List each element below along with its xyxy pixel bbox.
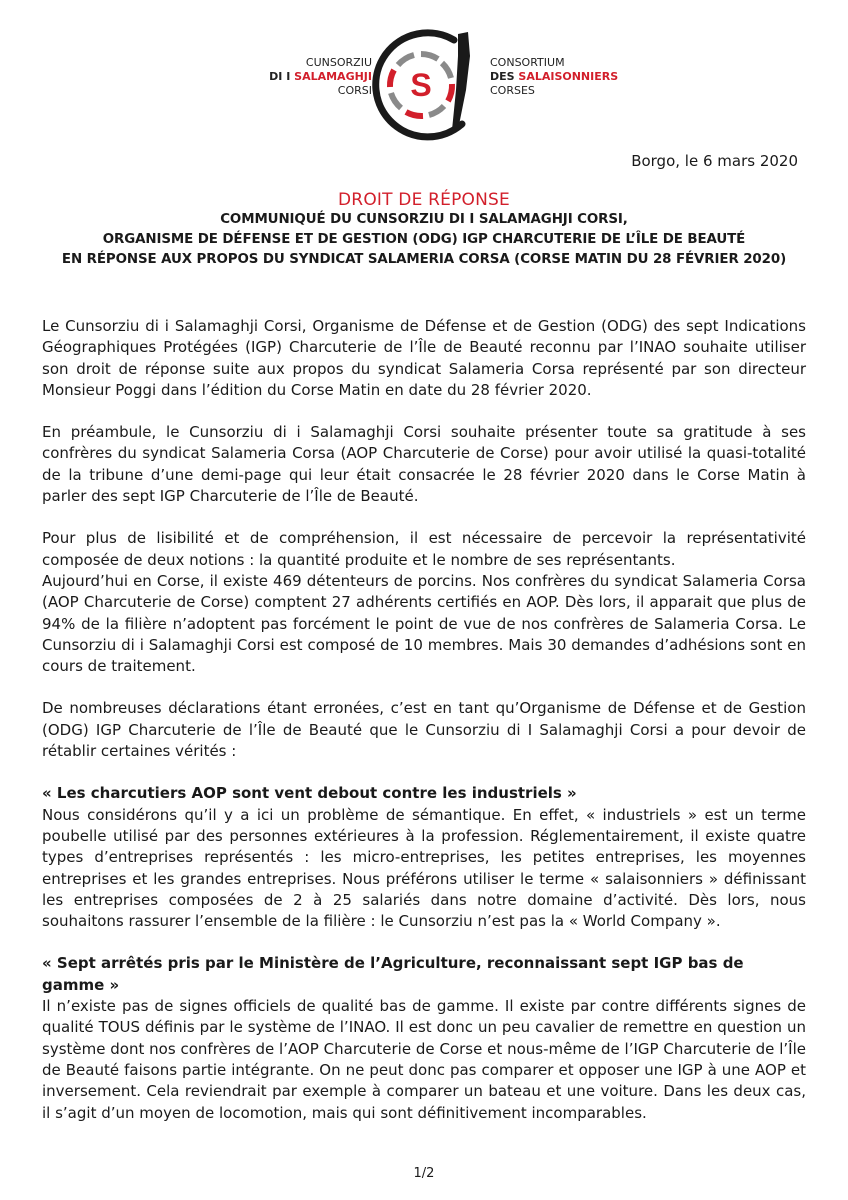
logo-right-line1: CONSORTIUM <box>490 56 565 69</box>
logo-text-corsican <box>262 56 372 98</box>
paragraph-representativeness-b: Aujourd’hui en Corse, il existe 469 détenteurs de porcins. Nos confrères du syndicat Salameria Corsa (AOP Charcuterie de Corse) comptent 27 adhérents certifiés en AOP. Dès lors, il apparait que plus de 94% de la filière n’adoptent pas forcément le point de vue de nos confrères de Salameria Corsa. Le Cunsorziu di i Salamaghji Corsi est composé de 10 membres. Mais 30 demandes d’adhésions sont en cours de traitement. <box>42 571 806 676</box>
subtitle-line-3: EN RÉPONSE AUX PROPOS DU SYNDICAT SALAMERIA CORSA (CORSE MATIN DU 28 FÉVRIER 2020) <box>61 252 787 267</box>
logo-left-line2-a: DI I <box>269 70 295 83</box>
document-date: Borgo, le 6 mars 2020 <box>631 152 798 170</box>
paragraph-quality-signs: Il n’existe pas de signes officiels de qualité bas de gamme. Il existe par contre différents signes de qualité TOUS définis par le système de l’INAO. Il est donc un peu cavalier de remettre en question un système dont nos confrères de l’AOP Charcuterie de Corse et nous-même de l’IGP Charcuterie de l’Île de Beauté faisons partie intégrante. On ne peut donc pas comparer et opposer une IGP à une AOP et inversement. Cela reviendrait par exemple à comparer un bateau et une voiture. Dans les deux cas, il s’agit d’un moyen de locomotion, mais qui sont définitivement incomparables. <box>42 997 806 1122</box>
letterhead <box>0 26 848 146</box>
logo-right-line2 <box>490 70 630 84</box>
subtitle-line-2: ORGANISME DE DÉFENSE ET DE GESTION (ODG) IGP CHARCUTERIE DE L’ÎLE DE BEAUTÉ <box>102 232 746 247</box>
logo-left-line2 <box>262 70 372 84</box>
logo-left-line2-b: SALAMAGHJI <box>294 70 372 83</box>
paragraph-semantics: Nous considérons qu’il y a ici un problème de sémantique. En effet, « industriels » est un terme poubelle utilisé par des personnes extérieures à la profession. Réglementairement, il existe quatre types d’entreprises représentés : les micro-entreprises, les petites entreprises, les moyennes entreprises et les grandes entreprises. Nous préférons utiliser le terme « salaisonniers » définissant les entreprises composées de 2 à 25 salariés dans notre domaine d’activité. Dès lors, nous souhaitons rassurer l’ensemble de la filière : le Cunsorziu n’est pas la « World Company ». <box>42 805 806 931</box>
consortium-logo-icon <box>358 26 484 146</box>
logo-right-line2-a: DES <box>490 70 519 83</box>
paragraph-declarations: De nombreuses déclarations étant erronées, c’est en tant qu’Organisme de Défense et de Gestion (ODG) IGP Charcuterie de l’Île de Beauté que le Cunsorziu di I Salamaghji Corsi a pour devoir de rétablir certaines vérités : <box>42 699 806 761</box>
paragraph-representativeness <box>42 528 806 677</box>
document-body <box>42 316 806 1145</box>
knife-icon <box>452 32 470 130</box>
logo-right-line2-b: SALAISONNIERS <box>518 70 619 83</box>
paragraph-intro: Le Cunsorziu di i Salamaghji Corsi, Organisme de Défense et de Gestion (ODG) des sept Indications Géographiques Protégées (IGP) Charcuterie de l’Île de Beauté reconnu par l’INAO souhaite utiliser son droit de réponse suite aux propos du syndicat Salameria Corsa représenté par son directeur Monsieur Poggi dans l’édition du Corse Matin en date du 28 février 2020. <box>42 317 806 399</box>
paragraph-preamble: En préambule, le Cunsorziu di i Salamaghji Corsi souhaite présenter toute sa gratitude à ses confrères du syndicat Salameria Corsa (AOP Charcuterie de Corse) pour avoir utilisé la quasi-totalité de la tribune d’une demi-page qui leur était consacrée le 28 février 2020 dans le Corse Matin à parler des sept IGP Charcuterie de l’Île de Beauté. <box>42 423 806 506</box>
document-title-block <box>0 190 848 270</box>
subtitle-line-1: COMMUNIQUÉ DU CUNSORZIU DI I SALAMAGHJI CORSI, <box>220 212 628 227</box>
logo-text-french <box>490 56 630 98</box>
paragraph-representativeness-a: Pour plus de lisibilité et de compréhension, il est nécessaire de percevoir la représentativité composée de deux notions : la quantité produite et le nombre de ses représentants. <box>42 529 806 569</box>
logo-right-line3: CORSES <box>490 84 535 97</box>
logo-left-line3: CORSI <box>337 84 372 97</box>
logo-center-letter: S <box>410 67 432 103</box>
logo-left-line1: CUNSORZIU <box>305 56 372 69</box>
quote-heading-2: « Sept arrêtés pris par le Ministère de l’Agriculture, reconnaissant sept IGP bas de gamme » <box>42 954 744 994</box>
page-number: 1/2 <box>413 1166 435 1181</box>
document-title: DROIT DE RÉPONSE <box>338 190 510 210</box>
quote-heading-1: « Les charcutiers AOP sont vent debout contre les industriels » <box>42 784 577 803</box>
